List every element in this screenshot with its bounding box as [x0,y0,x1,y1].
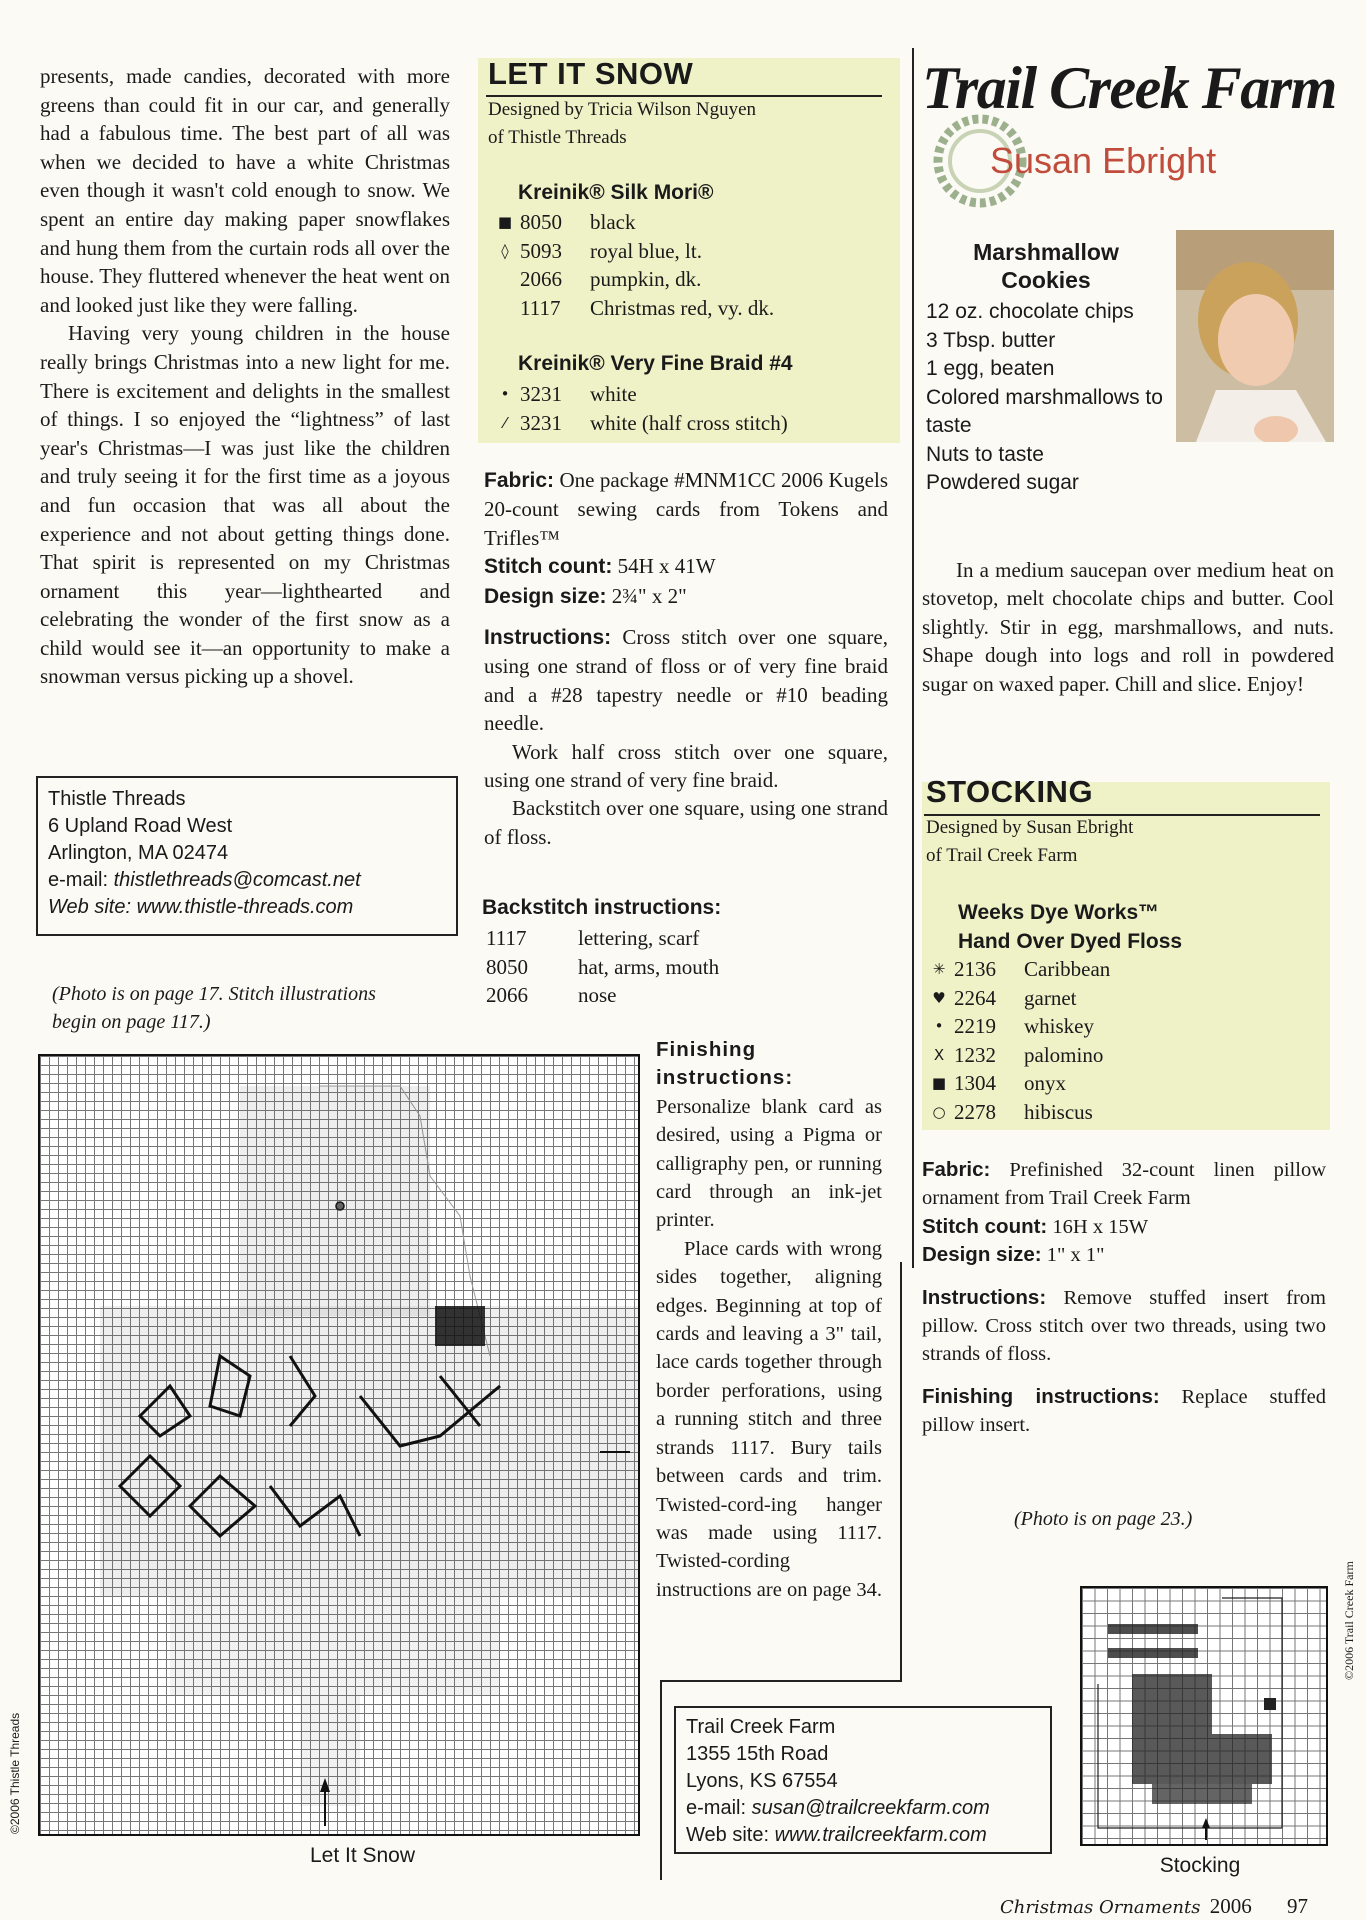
half-cross-text: Work half cross stitch over one square, using one strand of very fine braid. [484,739,888,793]
instructions-text: Remove stuffed insert from pillow. Cross stitch over two threads, using two strands of floss. [922,1286,1326,1366]
floss-color: nose [578,983,617,1007]
stocking-byline [926,814,1326,870]
photo-note: (Photo is on page 17. Stitch illustrations begin on page 117.) [52,983,376,1033]
email-link[interactable]: susan@trailcreekfarm.com [751,1797,990,1819]
page-number: 97 [1286,1894,1308,1918]
floss-color: garnet [1024,985,1077,1010]
instructions-label: Instructions: [484,626,612,650]
floss-symbol [494,294,516,323]
floss-color: Caribbean [1024,957,1111,981]
backstitch-text: Backstitch over one square, using one strand of floss. [484,796,888,849]
design-size: 1" x 1" [1041,1244,1105,1267]
floss-symbol: ■ [497,213,513,231]
floss-symbol: • [934,1017,944,1035]
let-it-snow-chart [38,1054,640,1836]
floss-heading-line: Weeks Dye Works™ [958,901,1160,924]
fabric-text: Prefinished 32-count linen pillow ornament from Trail Creek Farm [922,1159,1326,1210]
floss-color: white [590,382,637,406]
web-link[interactable]: www.thistle-threads.com [136,896,354,918]
recipe [926,238,1166,498]
byline-line: of Trail Creek Farm [926,845,1078,866]
floss-number: 2136 [954,957,996,981]
author-name: Susan Ebright [990,140,1217,181]
floss-number: 3231 [520,382,562,406]
backstitch-list [482,924,882,1010]
floss-number: 1304 [954,1071,996,1095]
city: Lyons, KS 67554 [686,1770,838,1792]
floss-symbol: ♥ [932,988,946,1007]
finishing-instructions [656,1036,882,1604]
fabric-label: Fabric: [922,1158,991,1181]
web-label: Web site: [686,1824,775,1846]
floss-symbol: ◊ [501,241,509,260]
floss-number: 8050 [520,210,562,234]
silk-floss-list [494,208,894,322]
let-it-snow-title: LET IT SNOW [488,56,694,91]
finishing-label: Finishing instructions: [922,1384,1160,1408]
recipe-method: In a medium saucepan over medium heat on stovetop, melt chocolate chips and butter. Cool slightly. Stir in egg, marshmallows, and nuts. Shape dough into logs and roll in powdered sugar on waxed paper. Chill and slice. Enjoy! [922,558,1334,696]
floss-row [928,955,1308,984]
floss-symbol: ■ [931,1074,947,1092]
floss-number: 1117 [486,926,527,950]
floss-number: 8050 [486,954,528,979]
floss-color: onyx [1024,1071,1066,1095]
column-divider [912,48,914,1268]
floss-number: 2066 [520,267,562,291]
fabric-text: One package #MNM1CC 2006 Kugels 20-count sewing cards from Tokens and Trifles™ [484,468,888,550]
floss-row [928,1069,1308,1098]
braid-heading: Kreinik® Very Fine Braid #4 [518,352,793,375]
issue-year: 2006 [1209,1894,1252,1918]
floss-color: palomino [1024,1042,1104,1067]
street: 1355 15th Road [686,1743,829,1765]
article-paragraph: Having very young children in the house really brings Christmas into a new light for me. There is excitement and delights in the smallest of things. I so enjoyed the “lightness” of last year's Christmas—I was just like the children and truly seeing it for the first time as a joyous and fun occasion that was all about the experience and not about getting things done. That spirit is represented on my Christmas ornament this year—lighthearted and celebrating the wonder of the first snow as a child would see it—an opportunity to make a snowman versus picking up a shovel. [40,321,450,689]
finishing-text: Personalize blank card as desired, using a Pigma or calligraphy pen, or running card through an ink-jet printer. [656,1095,882,1232]
floss-number: 2264 [954,985,996,1010]
article-paragraph: presents, made candies, decorated with more greens than could fit in our car, and generally had a fabulous time. The best part of all was when we decided to have a white Christmas even though it wasn't cold enough to snow. We spent an entire day making paper snowflakes and hung them from the curtain rods all over the house. They fluttered whenever the heat went on and looked just like they were falling. [40,64,450,317]
ingredient: Nuts to taste [926,442,1044,466]
thistle-copyright: ©2006 Thistle Threads [8,1712,22,1834]
page-footer [1000,1894,1308,1919]
column-divider [900,1262,902,1682]
floss-row [494,237,894,266]
floss-heading-line: Hand Over Dyed Floss [958,930,1183,953]
fabric-label: Fabric: [484,469,555,492]
stocking-title: STOCKING [926,774,1094,809]
floss-row [494,380,894,409]
stocking-motif [1082,1588,1326,1844]
floss-color: white (half cross stitch) [590,410,788,435]
chart-motif [40,1056,638,1834]
portrait-image [1176,230,1334,442]
design-size: 2¾" x 2" [606,583,687,608]
instructions-text: Cross stitch over one square, using one strand of floss or of very fine braid and a #28 tapestry needle or #10 beading needle. [484,625,888,736]
stocking-photo-note: (Photo is on page 23.) [1014,1508,1193,1530]
floss-color: black [590,210,636,234]
floss-color: pumpkin, dk. [590,267,702,291]
ingredient: Colored marshmallows to taste [926,385,1163,437]
ingredient: Powdered sugar [926,471,1079,494]
ingredient-list [926,298,1166,498]
stitch-count: 16H x 15W [1047,1215,1149,1238]
floss-row [482,924,882,953]
finishing-text-2: Place cards with wrong sides together, aligning edges. Beginning at top of cards and leaving a 3" tail, lace cards together through border perforations, using a running stitch and three strands 1117. Bury tails between cards and trim. Twisted-cord-ing hanger was made using 1117. Twisted-cording instructions are on page 34. [656,1237,883,1601]
author-photo [1176,230,1334,442]
floss-row [928,1041,1308,1070]
floss-row [928,1098,1308,1127]
floss-color: royal blue, lt. [590,238,702,263]
floss-number: 1232 [954,1042,996,1067]
article-text [40,62,450,691]
thistle-address-box [36,776,458,936]
stitch-count-label: Stitch count: [484,555,613,579]
stocking-floss-list [928,955,1308,1126]
floss-number: 5093 [520,238,562,263]
byline-line: Designed by Tricia Wilson Nguyen [488,99,757,120]
floss-symbol: ○ [932,1102,946,1121]
recipe-title: Marshmallow Cookies [973,239,1119,293]
floss-symbol [494,265,516,294]
floss-symbol: • [500,385,510,403]
floss-row [482,953,882,982]
floss-symbol: ⁄ [503,413,507,432]
floss-row [482,981,882,1010]
company-name: Thistle Threads [48,788,186,810]
floss-color: hibiscus [1024,1099,1093,1124]
floss-number: 3231 [520,410,562,435]
floss-symbol: ✳ [932,960,946,978]
stitch-count: 54H x 41W [612,554,716,579]
trail-creek-title: Trail Creek Farm [922,55,1336,121]
floss-color: Christmas red, vy. dk. [590,295,775,320]
floss-row [494,409,894,438]
silk-heading: Kreinik® Silk Mori® [518,181,714,204]
email-label: e-mail: [48,869,114,891]
let-it-snow-chart-caption: Let It Snow [309,1844,416,1867]
floss-number: 1117 [520,295,561,320]
floss-row [928,1012,1308,1041]
floss-heading [958,898,1182,956]
finishing-text: Replace stuffed pillow insert. [922,1385,1326,1437]
column-divider [660,1680,662,1880]
email-label: e-mail: [686,1797,752,1819]
company-name: Trail Creek Farm [686,1716,836,1738]
finishing-label: Finishing instructions: [656,1038,794,1090]
ingredient: 12 oz. chocolate chips [926,300,1134,323]
braid-list [494,380,894,437]
byline-line: of Thistle Threads [488,127,627,148]
floss-row [494,265,894,294]
street: 6 Upland Road West [48,815,233,837]
floss-symbol: X [933,1045,945,1064]
floss-color: lettering, scarf [578,926,700,950]
trail-address-box [674,1706,1052,1854]
ingredient: 3 Tbsp. butter [926,328,1056,352]
trail-copyright: ©2006 Trail Creek Farm [1342,1561,1356,1680]
column-divider [660,1680,902,1682]
let-it-snow-byline [488,96,888,152]
stocking-specs [922,1156,1326,1440]
instructions-label: Instructions: [922,1285,1047,1309]
web-label: Web site: [48,896,137,918]
floss-number: 2278 [954,1099,996,1124]
city: Arlington, MA 02474 [48,842,229,864]
floss-color: whiskey [1024,1014,1094,1038]
stitch-count-label: Stitch count: [922,1214,1048,1238]
floss-number: 2066 [486,983,528,1007]
design-size-label: Design size: [922,1243,1042,1267]
backstitch-heading: Backstitch instructions: [482,896,722,919]
email-link[interactable]: thistlethreads@comcast.net [113,869,361,891]
floss-color: hat, arms, mouth [578,954,720,979]
web-link[interactable]: www.trailcreekfarm.com [774,1824,987,1846]
byline-line: Designed by Susan Ebright [926,817,1134,838]
design-size-label: Design size: [484,584,607,608]
let-it-snow-specs [484,466,888,851]
magazine-name: Christmas Ornaments [1000,1897,1201,1918]
stocking-chart-caption: Stocking [1159,1854,1241,1877]
floss-row [494,294,894,323]
stocking-chart [1080,1586,1328,1846]
ingredient: 1 egg, beaten [926,357,1055,380]
floss-number: 2219 [954,1014,996,1038]
floss-row [494,208,894,237]
floss-row [928,984,1308,1013]
